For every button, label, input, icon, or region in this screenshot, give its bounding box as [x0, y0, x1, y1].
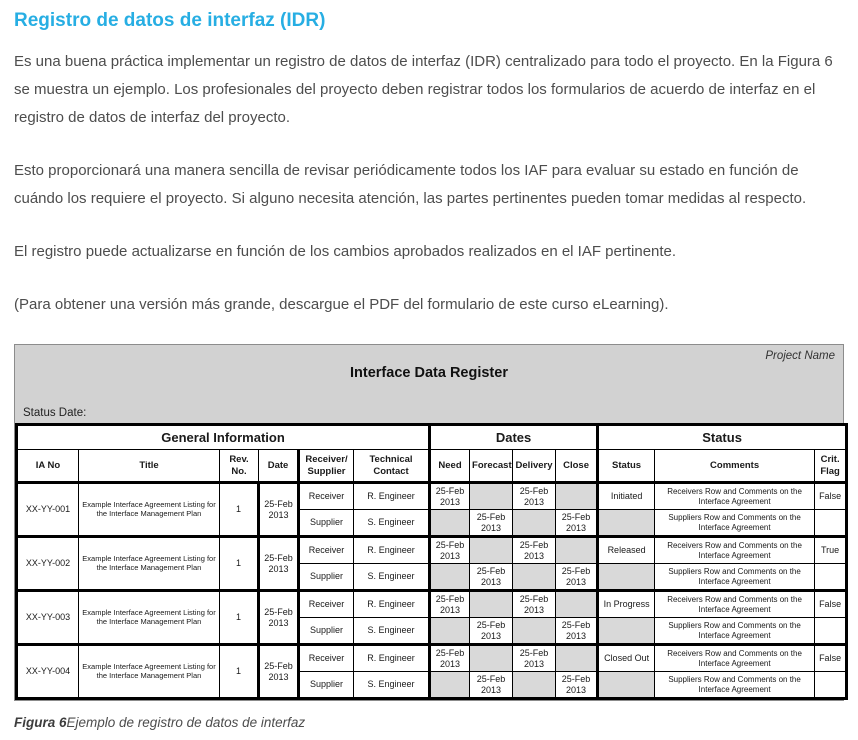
figure-caption-text: Ejemplo de registro de datos de interfaz — [66, 715, 306, 730]
col-header-ia-no: IA No — [17, 450, 79, 483]
cell-close-shaded — [556, 591, 598, 618]
cell-delivery-shaded — [513, 564, 556, 591]
cell-close: 25-Feb 2013 — [556, 672, 598, 699]
cell-comments: Suppliers Row and Comments on the Interface Agreement — [655, 618, 815, 645]
cell-contact: S. Engineer — [354, 618, 430, 645]
cell-close-shaded — [556, 483, 598, 510]
cell-close-shaded — [556, 645, 598, 672]
cell-rev-no: 1 — [220, 645, 259, 699]
cell-status: In Progress — [598, 591, 655, 618]
cell-delivery-shaded — [513, 672, 556, 699]
cell-ia-no: XX-YY-001 — [17, 483, 79, 537]
cell-crit-flag: False — [815, 645, 847, 672]
col-header-receiver-supplier: Receiver/ Supplier — [299, 450, 354, 483]
cell-role: Receiver — [299, 537, 354, 564]
cell-contact: S. Engineer — [354, 672, 430, 699]
group-header-dates: Dates — [430, 425, 598, 450]
group-header-status: Status — [598, 425, 847, 450]
cell-need: 25-Feb 2013 — [430, 537, 470, 564]
cell-rev-no: 1 — [220, 591, 259, 645]
cell-crit-flag — [815, 618, 847, 645]
col-header-date: Date — [259, 450, 299, 483]
table-row-receiver — [17, 645, 847, 672]
cell-forecast-shaded — [470, 591, 513, 618]
cell-date: 25-Feb 2013 — [259, 537, 299, 591]
group-header-row — [17, 425, 847, 450]
cell-crit-flag: False — [815, 483, 847, 510]
paragraph-review: Esto proporcionará una manera sencilla de revisar periódicamente todos los IAF para evaluar su estado en función de cuándo los requiere el proyecto. Si alguno necesita atención, las partes pertinentes pueden tomar medidas al respecto. — [14, 162, 807, 207]
cell-delivery: 25-Feb 2013 — [513, 537, 556, 564]
cell-title: Example Interface Agreement Listing for the Interface Management Plan — [79, 645, 220, 699]
paragraph-update: El registro puede actualizarse en función de los cambios aprobados realizados en el IAF pertinente. — [14, 243, 677, 260]
cell-contact: R. Engineer — [354, 537, 430, 564]
cell-role: Supplier — [299, 672, 354, 699]
cell-forecast-shaded — [470, 483, 513, 510]
cell-close: 25-Feb 2013 — [556, 510, 598, 537]
cell-comments: Receivers Row and Comments on the Interface Agreement — [655, 537, 815, 564]
cell-title: Example Interface Agreement Listing for the Interface Management Plan — [79, 591, 220, 645]
col-header-crit-flag: Crit. Flag — [815, 450, 847, 483]
cell-need-shaded — [430, 672, 470, 699]
cell-contact: S. Engineer — [354, 564, 430, 591]
cell-rev-no: 1 — [220, 537, 259, 591]
cell-crit-flag: True — [815, 537, 847, 564]
cell-need: 25-Feb 2013 — [430, 483, 470, 510]
col-header-status: Status — [598, 450, 655, 483]
cell-status-shaded — [598, 672, 655, 699]
cell-contact: S. Engineer — [354, 510, 430, 537]
cell-date: 25-Feb 2013 — [259, 645, 299, 699]
cell-crit-flag — [815, 510, 847, 537]
cell-need-shaded — [430, 564, 470, 591]
col-header-need: Need — [430, 450, 470, 483]
cell-forecast-shaded — [470, 537, 513, 564]
cell-title: Example Interface Agreement Listing for the Interface Management Plan — [79, 483, 220, 537]
cell-close: 25-Feb 2013 — [556, 618, 598, 645]
cell-role: Supplier — [299, 618, 354, 645]
cell-comments: Suppliers Row and Comments on the Interface Agreement — [655, 510, 815, 537]
cell-forecast: 25-Feb 2013 — [470, 672, 513, 699]
paragraph-intro: Es una buena práctica implementar un registro de datos de interfaz (IDR) centralizado para todo el proyecto. En la Figura 6 se muestra un ejemplo. Los profesionales del proyecto deben registrar todos los formularios de acuerdo de interfaz en el registro de datos de interfaz del proyecto. — [14, 53, 833, 126]
cell-contact: R. Engineer — [354, 483, 430, 510]
cell-forecast: 25-Feb 2013 — [470, 510, 513, 537]
cell-crit-flag — [815, 672, 847, 699]
figure-caption — [14, 715, 844, 730]
cell-contact: R. Engineer — [354, 591, 430, 618]
project-name-label: Project Name — [765, 350, 835, 362]
cell-close-shaded — [556, 537, 598, 564]
cell-comments: Receivers Row and Comments on the Interface Agreement — [655, 483, 815, 510]
figure-header-band — [15, 345, 843, 423]
cell-need-shaded — [430, 618, 470, 645]
cell-ia-no: XX-YY-002 — [17, 537, 79, 591]
col-header-close: Close — [556, 450, 598, 483]
cell-date: 25-Feb 2013 — [259, 591, 299, 645]
cell-status: Closed Out — [598, 645, 655, 672]
cell-comments: Suppliers Row and Comments on the Interface Agreement — [655, 672, 815, 699]
table-row-receiver — [17, 483, 847, 510]
cell-status-shaded — [598, 618, 655, 645]
table-row-receiver — [17, 537, 847, 564]
cell-need-shaded — [430, 510, 470, 537]
col-header-forecast: Forecast — [470, 450, 513, 483]
cell-comments: Receivers Row and Comments on the Interface Agreement — [655, 645, 815, 672]
col-header-comments: Comments — [655, 450, 815, 483]
register-title: Interface Data Register — [350, 365, 508, 381]
cell-forecast: 25-Feb 2013 — [470, 618, 513, 645]
cell-comments: Receivers Row and Comments on the Interface Agreement — [655, 591, 815, 618]
paragraph-pdf-note: (Para obtener una versión más grande, descargue el PDF del formulario de este curso eLearning). — [14, 296, 669, 313]
cell-role: Receiver — [299, 591, 354, 618]
col-header-rev-no: Rev. No. — [220, 450, 259, 483]
cell-status-shaded — [598, 510, 655, 537]
cell-comments: Suppliers Row and Comments on the Interface Agreement — [655, 564, 815, 591]
cell-forecast-shaded — [470, 645, 513, 672]
cell-close: 25-Feb 2013 — [556, 564, 598, 591]
cell-contact: R. Engineer — [354, 645, 430, 672]
cell-status: Initiated — [598, 483, 655, 510]
group-header-general: General Information — [17, 425, 430, 450]
cell-crit-flag — [815, 564, 847, 591]
col-header-title: Title — [79, 450, 220, 483]
cell-forecast: 25-Feb 2013 — [470, 564, 513, 591]
cell-role: Supplier — [299, 510, 354, 537]
cell-role: Receiver — [299, 645, 354, 672]
cell-delivery: 25-Feb 2013 — [513, 483, 556, 510]
cell-date: 25-Feb 2013 — [259, 483, 299, 537]
page-title: Registro de datos de interfaz (IDR) — [14, 10, 326, 31]
cell-title: Example Interface Agreement Listing for the Interface Management Plan — [79, 537, 220, 591]
cell-delivery-shaded — [513, 510, 556, 537]
table-row-receiver — [17, 591, 847, 618]
cell-rev-no: 1 — [220, 483, 259, 537]
interface-data-register-table — [15, 423, 848, 700]
status-date-label: Status Date: — [23, 407, 87, 419]
figure-caption-label: Figura 6 — [14, 715, 67, 730]
col-header-delivery: Delivery — [513, 450, 556, 483]
cell-need: 25-Feb 2013 — [430, 645, 470, 672]
cell-need: 25-Feb 2013 — [430, 591, 470, 618]
cell-delivery-shaded — [513, 618, 556, 645]
cell-role: Supplier — [299, 564, 354, 591]
cell-ia-no: XX-YY-003 — [17, 591, 79, 645]
cell-crit-flag: False — [815, 591, 847, 618]
cell-role: Receiver — [299, 483, 354, 510]
cell-status-shaded — [598, 564, 655, 591]
col-header-technical-contact: Technical Contact — [354, 450, 430, 483]
cell-delivery: 25-Feb 2013 — [513, 645, 556, 672]
column-header-row — [17, 450, 847, 483]
figure-interface-data-register — [14, 344, 844, 701]
cell-ia-no: XX-YY-004 — [17, 645, 79, 699]
cell-delivery: 25-Feb 2013 — [513, 591, 556, 618]
cell-status: Released — [598, 537, 655, 564]
